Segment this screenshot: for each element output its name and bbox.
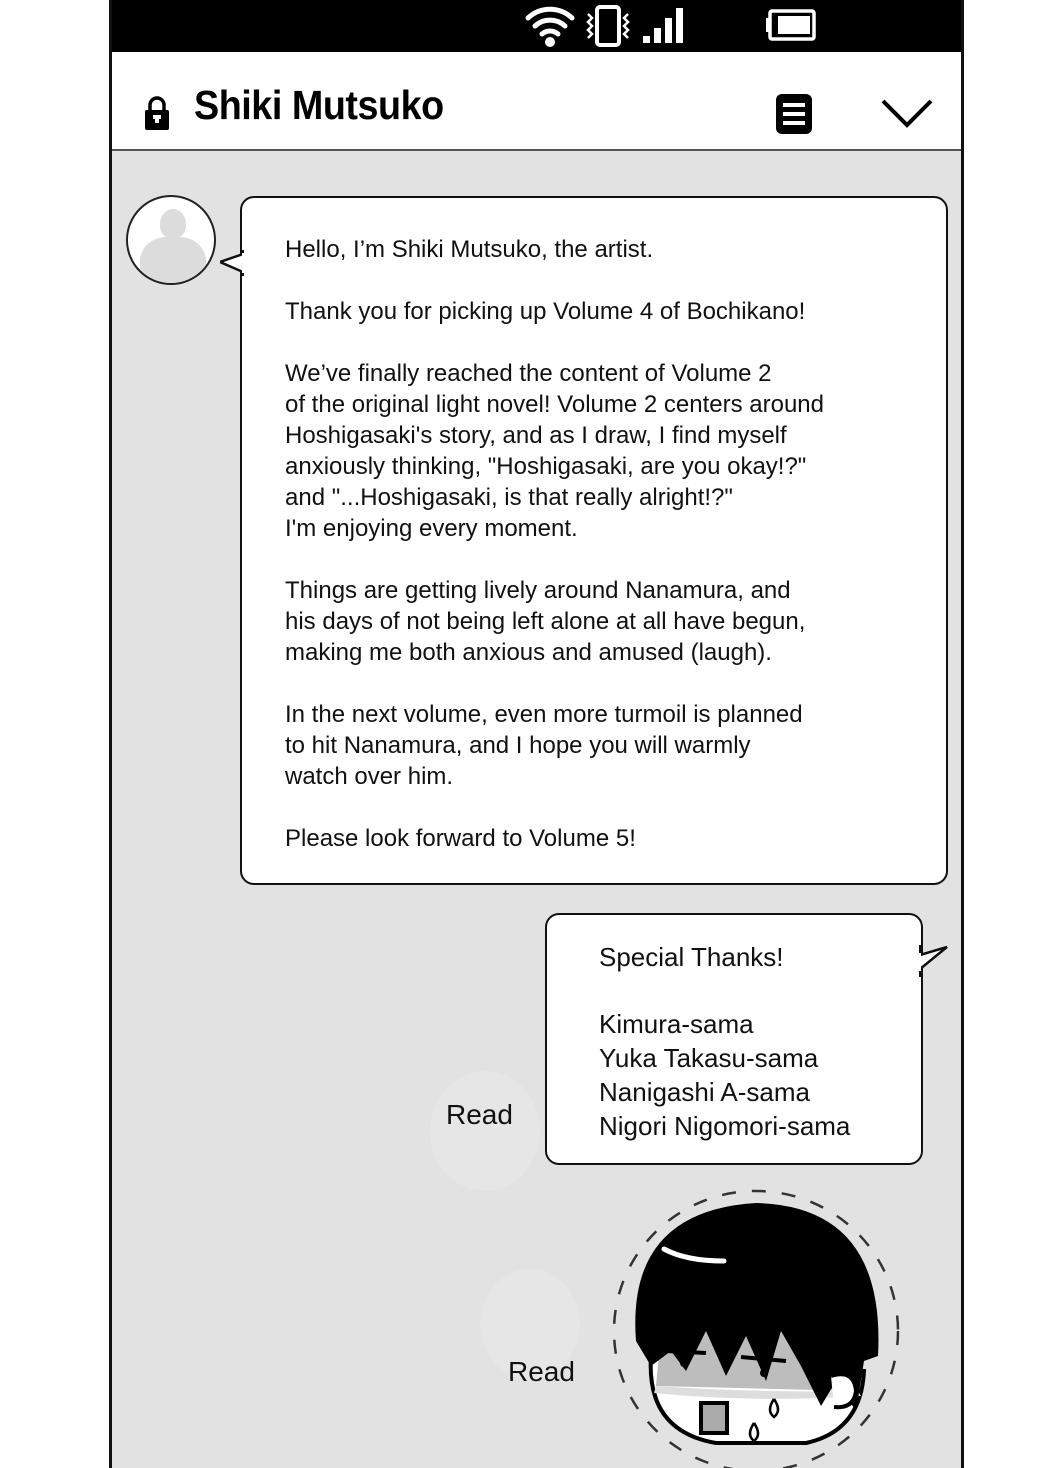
chat-header <box>112 52 961 151</box>
message-line: In the next volume, even more turmoil is planned <box>285 701 803 728</box>
message-line: Please look forward to Volume 5! <box>285 825 636 852</box>
vibrate-icon <box>582 4 638 48</box>
message-line: watch over him. <box>285 763 454 790</box>
message-line: anxiously thinking, "Hoshigasaki, are you okay!?" <box>285 453 807 480</box>
message-paragraph <box>285 358 946 544</box>
incoming-message-bubble[interactable] <box>240 196 948 885</box>
read-receipt: Read <box>446 1099 513 1130</box>
message-line: I'm enjoying every moment. <box>285 515 578 542</box>
thanks-name: Yuka Takasu-sama <box>599 1043 819 1073</box>
signal-icon <box>642 4 688 48</box>
thanks-name: Nigori Nigomori-sama <box>599 1111 851 1141</box>
thanks-name: Kimura-sama <box>599 1009 754 1039</box>
message-line: and "...Hoshigasaki, is that really alright!?" <box>285 484 733 511</box>
message-list[interactable] <box>112 151 961 1468</box>
bubble-tail <box>220 250 244 276</box>
bubble-tail <box>919 945 949 977</box>
message-paragraph <box>285 823 946 854</box>
message-line: making me both anxious and amused (laugh). <box>285 639 772 666</box>
phone-screen <box>109 0 964 1468</box>
message-line: of the original light novel! Volume 2 centers around <box>285 391 825 418</box>
message-paragraph <box>285 234 946 265</box>
menu-icon[interactable] <box>775 93 813 135</box>
outgoing-message-bubble[interactable] <box>545 913 923 1165</box>
message-line: Hoshigasaki's story, and as I draw, I find myself <box>285 422 787 449</box>
message-line: Things are getting lively around Nanamura, and <box>285 577 791 604</box>
nervous-face-sticker[interactable] <box>606 1181 906 1468</box>
read-receipt: Read <box>508 1356 575 1387</box>
message-paragraph <box>285 575 946 668</box>
thanks-name: Nanigashi A-sama <box>599 1077 810 1107</box>
lock-icon <box>144 96 170 130</box>
avatar-head-silhouette <box>160 209 186 239</box>
message-paragraph <box>285 296 946 327</box>
chat-title: Shiki Mutsuko <box>194 82 444 128</box>
message-line: to hit Nanamura, and I hope you will warmly <box>285 732 751 759</box>
battery-icon <box>764 4 816 48</box>
chevron-down-icon[interactable] <box>880 97 934 129</box>
message-line: Thank you for picking up Volume 4 of Bochikano! <box>285 298 806 325</box>
wifi-icon <box>524 4 576 48</box>
status-bar <box>112 0 961 52</box>
message-line: We’ve finally reached the content of Volume 2 <box>285 360 772 387</box>
read-receipt-glow <box>430 1071 540 1191</box>
message-line: his days of not being left alone at all have begun, <box>285 608 806 635</box>
special-thanks-title: Special Thanks! <box>599 942 784 972</box>
message-paragraph <box>285 699 946 792</box>
sender-avatar[interactable] <box>126 195 216 285</box>
avatar-body-silhouette <box>140 237 206 285</box>
message-line: Hello, I’m Shiki Mutsuko, the artist. <box>285 236 654 263</box>
